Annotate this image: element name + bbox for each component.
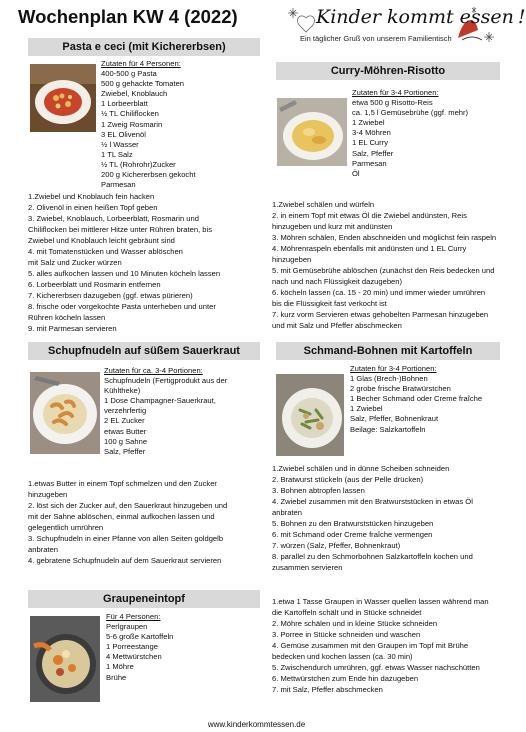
- ingredient: Parmesan: [101, 180, 136, 190]
- brand-name-part: Kinder: [316, 6, 381, 28]
- schupfnudeln-photo: [30, 372, 100, 454]
- ingredient: Perlgraupen: [106, 622, 148, 632]
- step: bedecken und kochen lassen (ca. 30 min): [272, 652, 413, 661]
- ingredient-list: [106, 612, 256, 683]
- step: 5. mit Gemüsebrühe ablöschen (zunächst den Reis bedecken und: [272, 266, 495, 275]
- brand-name-part: !: [517, 6, 526, 28]
- ingredient: 1 Lorbeerblatt: [101, 99, 148, 109]
- ingredient: 400-500 g Pasta: [101, 69, 157, 79]
- step: hinzugeben und kurz mit andünsten: [272, 222, 393, 231]
- ingredient: Schupfnudeln (Fertigprodukt aus der: [104, 376, 228, 386]
- recipe-title: Schupfnudeln auf süßem Sauerkraut: [28, 342, 260, 360]
- ingredient: ½ TL (Rohrohr)Zucker: [101, 159, 176, 169]
- recipe-title: Pasta e ceci (mit Kichererbsen): [28, 38, 260, 56]
- ingredient-list: [350, 364, 506, 435]
- step: die Kartoffeln schält und in Stücke schneidet: [272, 608, 422, 617]
- step: 6. mit Schmand oder Creme fraîche vermengen: [272, 530, 433, 539]
- ingredient: 1 TL Salz: [101, 149, 133, 159]
- step: 2. Olivenöl in einen heißen Topf geben: [28, 203, 158, 212]
- ingredient-list: [352, 88, 502, 179]
- ingredient: Salz, Pfeffer, Bohnenkraut: [350, 414, 439, 424]
- ingredient: 1 Glas (Brech-)Bohnen: [350, 374, 428, 384]
- recipe-title: Schmand-Bohnen mit Kartoffeln: [276, 342, 500, 360]
- ingredient: 3-4 Möhren: [352, 128, 391, 138]
- step: und mit Salz und Pfeffer abschmecken: [272, 321, 402, 330]
- step: 3. Möhren schälen, Enden abschneiden und möglichst fein raspeln: [272, 233, 497, 242]
- step: gelegentlich umrühren: [28, 523, 104, 532]
- ingredient: Brühe: [106, 672, 127, 682]
- ingredients-heading: Zutaten für 3-4 Portionen:: [350, 364, 437, 373]
- step: 9. mit Parmesan servieren: [28, 324, 117, 333]
- ingredient: Öl: [352, 168, 360, 178]
- step: 4. Gemüse zusammen mit den Graupen im Topf mit Brühe: [272, 641, 469, 650]
- step: 2. in einem Topf mit etwas Öl die Zwiebel andünsten, Reis: [272, 211, 467, 220]
- ingredient: 1 EL Curry: [352, 138, 389, 148]
- step: 1.Zwiebel schälen und in dünne Scheiben schneiden: [272, 464, 450, 473]
- page-title: Wochenplan KW 4 (2022): [18, 6, 238, 27]
- step: 8. frische oder vorgekochte Pasta unterheben und unter: [28, 302, 216, 311]
- step: 4. mit Tomatenstücken und Wasser ablöschen: [28, 247, 183, 256]
- step: 6. Mettwürstchen zum Ende hin dazugeben: [272, 674, 419, 683]
- ingredient: etwa 500 g Risotto-Reis: [352, 98, 433, 108]
- steps-list: [272, 199, 508, 331]
- ingredient: Zwiebel, Knoblauch: [101, 89, 168, 99]
- footer-url: www.kinderkommtessen.de: [207, 720, 306, 729]
- ingredient: 4 Mettwürstchen: [106, 652, 162, 662]
- step: 7. kurz vorm Servieren etwas gehobelten Parmesan hinzugeben: [272, 310, 489, 319]
- ingredient: verzehrfertig: [104, 406, 147, 416]
- step: 5. Bohnen zu den Bratwurststücken hinzugeben: [272, 519, 434, 528]
- step: 2. löst sich der Zucker auf, den Sauerkraut hinzugeben und: [28, 501, 228, 510]
- ingredient: 2 grobe frische Bratwürstchen: [350, 384, 451, 394]
- step: Chiliflocken bei mittlerer Hitze unter Rühren braten, bis: [28, 225, 213, 234]
- step: 7. würzen (Salz, Pfeffer, Bohnenkraut): [272, 541, 401, 550]
- steps-list: [28, 191, 266, 334]
- ingredient: Parmesan: [352, 158, 387, 168]
- ingredient: Beilage: Salzkartoffeln: [350, 424, 426, 434]
- ingredients-heading: Für 4 Personen:: [106, 612, 161, 621]
- step: 3. Zwiebel, Knoblauch, Lorbeerblatt, Rosmarin und: [28, 214, 199, 223]
- step: 1.etwa 1 Tasse Graupen in Wasser quellen lassen während man: [272, 597, 489, 606]
- ingredients-heading: Zutaten für 4 Personen:: [101, 59, 181, 68]
- ingredient: 1 Dose Champagner-Sauerkraut,: [104, 396, 216, 406]
- recipe-title: Graupeneintopf: [28, 590, 260, 608]
- step: bis die Flüssigkeit fast verkocht ist: [272, 299, 387, 308]
- steps-list: [28, 478, 266, 566]
- step: Rühren köcheln lassen: [28, 313, 106, 322]
- step: mit Salz und Zucker würzen: [28, 258, 122, 267]
- step: Zwiebel und Knoblauch leicht gebräunt sind: [28, 236, 175, 245]
- step: 7. mit Salz, Pfeffer abschmecken: [272, 685, 383, 694]
- ingredient: 2 EL Zucker: [104, 416, 145, 426]
- steps-list: [272, 463, 508, 573]
- step: zusammen servieren: [272, 563, 343, 572]
- ingredient: 200 g Kichererbsen gekocht: [101, 170, 196, 180]
- step: 1.Zwiebel schälen und würfeln: [272, 200, 375, 209]
- step: 3. Schupfnudeln in einer Pfanne von allen Seiten goldgelb: [28, 534, 224, 543]
- step: 7. Kichererbsen dazugeben (ggf. etwas pürieren): [28, 291, 193, 300]
- step: 4. Möhrenraspeln ebenfalls mit andünsten und 1 EL Curry: [272, 244, 467, 253]
- step: 2. Möhre schälen und in kleine Stücke schneiden: [272, 619, 438, 628]
- pasta-photo: [30, 64, 96, 132]
- step: mit der Sahne ablöschen, einmal aufkochen lassen und: [28, 512, 215, 521]
- ingredient: Kühltheke): [104, 386, 141, 396]
- recipe-title: Curry-Möhren-Risotto: [276, 62, 500, 80]
- step: 5. alles aufkochen lassen und 10 Minuten köcheln lassen: [28, 269, 221, 278]
- brand-tagline: Ein täglicher Gruß von unserem Familientisch: [300, 34, 452, 43]
- step: 8. parallel zu den Schmorbohnen Salzkartoffeln kochen und: [272, 552, 473, 561]
- ingredient-list: [104, 366, 264, 457]
- step: hinzugeben: [272, 255, 312, 264]
- brand-name: [300, 6, 526, 28]
- ingredient: 500 g gehackte Tomaten: [101, 79, 185, 89]
- step: anbraten: [28, 545, 58, 554]
- step: anbraten: [272, 508, 302, 517]
- ingredient: 1 Zwiebel: [352, 118, 385, 128]
- step: nach und nach Flüssigkeit dazugeben): [272, 277, 403, 286]
- ingredient: 1 Becher Schmand oder Creme fraîche: [350, 394, 483, 404]
- step: 3. Bohnen abtropfen lassen: [272, 486, 365, 495]
- graupen-photo: [30, 616, 100, 702]
- ingredients-heading: Zutaten für 3-4 Portionen:: [352, 88, 439, 97]
- brand-name-part: essen: [459, 6, 514, 28]
- step: hinzugeben: [28, 490, 68, 499]
- step: 4. gebratene Schupfnudeln auf dem Sauerkraut servieren: [28, 556, 222, 565]
- ingredient: ½ TL Chiliflocken: [101, 109, 159, 119]
- ingredient: 1 Möhre: [106, 662, 134, 672]
- bohnen-photo: [276, 374, 344, 456]
- ingredient: 5-6 große Kartoffeln: [106, 632, 174, 642]
- ingredient: ½ l Wasser: [101, 139, 139, 149]
- ingredient: ca. 1,5 l Gemüsebrühe (ggf. mehr): [352, 108, 469, 118]
- ingredient: etwas Butter: [104, 426, 147, 436]
- step: 1.etwas Butter in einem Topf schmelzen und den Zucker: [28, 479, 217, 488]
- step: 1.Zwiebel und Knoblauch fein hacken: [28, 192, 155, 201]
- ingredient: 3 EL Olivenöl: [101, 129, 146, 139]
- step: 6. Lorbeerblatt und Rosmarin entfernen: [28, 280, 161, 289]
- ingredient: Salz, Pfeffer: [104, 446, 146, 456]
- ingredient: 1 Porreestange: [106, 642, 158, 652]
- ingredient-list: [101, 59, 261, 190]
- steps-list: [272, 596, 508, 695]
- ingredient: 100 g Sahne: [104, 436, 148, 446]
- brand-name-part: kommt: [387, 6, 454, 28]
- ingredient: Salz, Pfeffer: [352, 148, 394, 158]
- step: 4. Zwiebel zusammen mit den Bratwurststücken in etwas Öl: [272, 497, 473, 506]
- step: 5. Zwischendurch umrühren, ggf. etwas Wasser nachschütten: [272, 663, 480, 672]
- step: 2. Bratwurst stückeln (aus der Pelle drücken): [272, 475, 424, 484]
- risotto-photo: [277, 98, 347, 166]
- ingredient: 1 Zwiebel: [350, 404, 383, 414]
- step: 6. köcheln lassen (ca. 15 - 20 min) und immer wieder umrühren: [272, 288, 486, 297]
- ingredients-heading: Zutaten für ca. 3-4 Portionen:: [104, 366, 203, 375]
- ingredient: 1 Zweig Rosmarin: [101, 119, 163, 129]
- step: 3. Porree in Stücke schneiden und waschen: [272, 630, 421, 639]
